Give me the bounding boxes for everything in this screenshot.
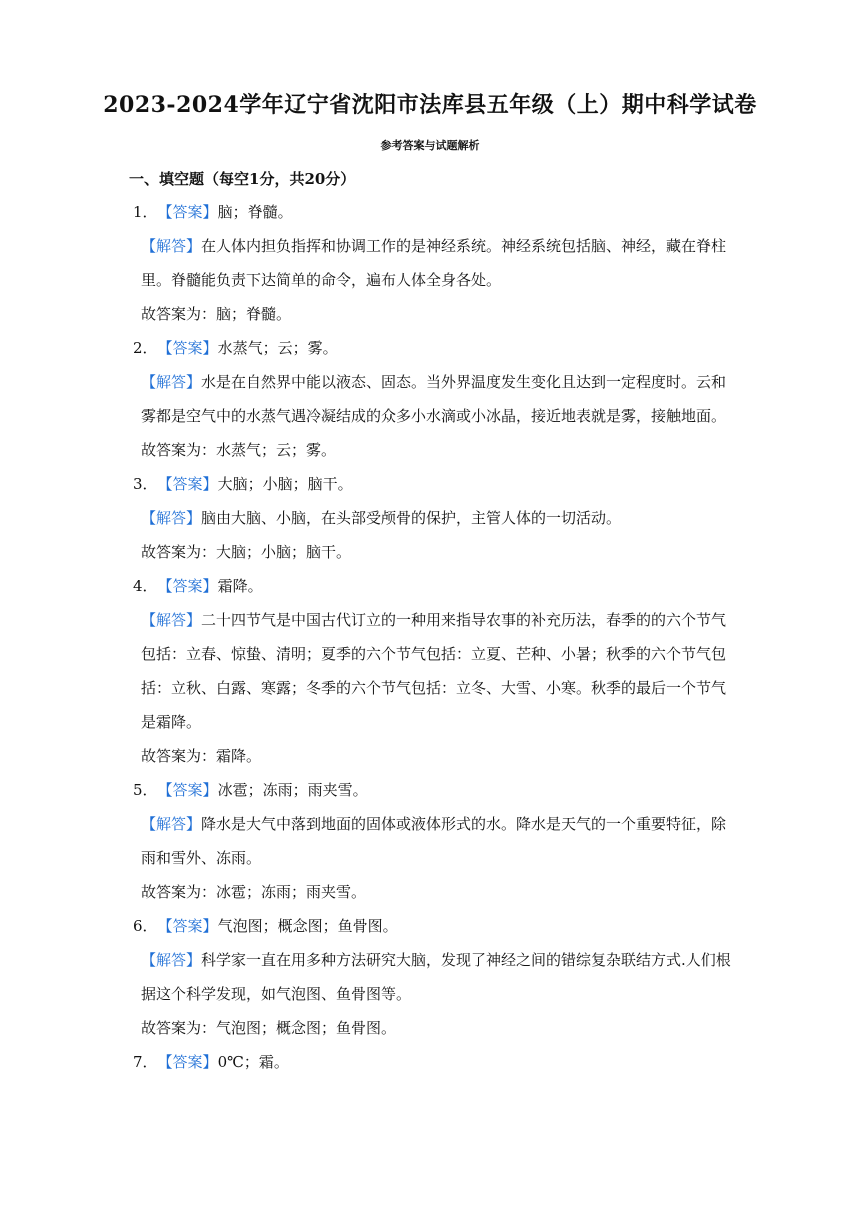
answer-line xyxy=(133,909,733,943)
final-answer: 故答案为：水蒸气；云；雾。 xyxy=(141,441,337,459)
explanation-text xyxy=(141,943,733,1011)
answer-tag: 【答案】 xyxy=(157,781,218,799)
answer-tag: 【答案】 xyxy=(157,577,218,595)
explain-tag: 【解答】 xyxy=(141,815,202,833)
question-item xyxy=(133,331,733,467)
explanation-body: 降水是大气中落到地面的固体或液体形式的水。降水是天气的一个重要特征，除雨和雪外、冻雨。 xyxy=(141,815,727,867)
answer-tag: 【答案】 xyxy=(157,203,218,221)
explanation-text xyxy=(141,501,733,535)
answer-tag: 【答案】 xyxy=(157,1053,218,1071)
question-item xyxy=(133,195,733,331)
answer-line xyxy=(133,773,733,807)
final-answer: 故答案为：霜降。 xyxy=(141,747,262,765)
question-item xyxy=(133,909,733,1045)
answer-tag: 【答案】 xyxy=(157,339,218,357)
explanation-body: 脑由大脑、小脑，在头部受颅骨的保护，主管人体的一切活动。 xyxy=(201,509,622,527)
explain-tag: 【解答】 xyxy=(141,509,202,527)
answer-line xyxy=(133,467,733,501)
explanation-body: 在人体内担负指挥和协调工作的是神经系统。神经系统包括脑、神经，藏在脊柱里。脊髓能负责下达简单的命令，遍布人体全身各处。 xyxy=(141,237,727,289)
explanation-body: 水是在自然界中能以液态、固态。当外界温度发生变化且达到一定程度时。云和雾都是空气中的水蒸气遇冷凝结成的众多小水滴或小冰晶，接近地表就是雾，接触地面。 xyxy=(141,373,727,425)
explain-tag: 【解答】 xyxy=(141,951,202,969)
explanation-body: 二十四节气是中国古代订立的一种用来指导农事的补充历法，春季的的六个节气包括：立春、惊蛰、清明；夏季的六个节气包括：立夏、芒种、小暑；秋季的六个节气包括：立秋、白露、寒露；冬季的六个节气包括：立冬、大雪、小寒。秋季的最后一个节气是霜降。 xyxy=(141,611,727,731)
answer-text: 水蒸气；云；雾。 xyxy=(217,339,338,357)
answer-line xyxy=(133,331,733,365)
answer-text: 脑；脊髓。 xyxy=(217,203,293,221)
question-item xyxy=(133,569,733,773)
answer-text: 大脑；小脑；脑干。 xyxy=(217,475,353,493)
question-item xyxy=(133,467,733,569)
explain-tag: 【解答】 xyxy=(141,611,202,629)
question-item xyxy=(133,1045,733,1079)
answer-line xyxy=(133,1045,733,1079)
answer-tag: 【答案】 xyxy=(157,475,218,493)
explain-tag: 【解答】 xyxy=(141,237,202,255)
page-subtitle: 参考答案与试题解析 xyxy=(380,139,480,152)
answer-text: 冰雹；冻雨；雨夹雪。 xyxy=(217,781,368,799)
page-title: 2023-2024学年辽宁省沈阳市法库县五年级（上）期中科学试卷 xyxy=(103,92,757,118)
question-number: 1． xyxy=(133,203,158,221)
answer-tag: 【答案】 xyxy=(157,917,218,935)
explanation-text xyxy=(141,807,733,875)
explanation-text xyxy=(141,229,733,297)
answer-text: 0℃；霜。 xyxy=(217,1053,289,1071)
final-answer: 故答案为：气泡图；概念图；鱼骨图。 xyxy=(141,1019,397,1037)
question-number: 7． xyxy=(133,1053,158,1071)
explain-tag: 【解答】 xyxy=(141,373,202,391)
answer-line xyxy=(133,569,733,603)
explanation-body: 科学家一直在用多种方法研究大脑，发现了神经之间的错综复杂联结方式.人们根据这个科学发现，如气泡图、鱼骨图等。 xyxy=(141,951,731,1003)
question-number: 4． xyxy=(133,577,158,595)
question-number: 5． xyxy=(133,781,158,799)
explanation-text xyxy=(141,603,733,739)
final-answer: 故答案为：脑；脊髓。 xyxy=(141,305,292,323)
answer-text: 霜降。 xyxy=(217,577,263,595)
question-number: 3． xyxy=(133,475,158,493)
final-answer: 故答案为：冰雹；冻雨；雨夹雪。 xyxy=(141,883,367,901)
final-answer: 故答案为：大脑；小脑；脑干。 xyxy=(141,543,352,561)
section-heading: 一、填空题（每空1分，共20分） xyxy=(129,170,356,188)
question-item xyxy=(133,773,733,909)
question-number: 6． xyxy=(133,917,158,935)
answer-line xyxy=(133,195,733,229)
question-number: 2． xyxy=(133,339,158,357)
explanation-text xyxy=(141,365,733,433)
answer-list xyxy=(133,195,733,1079)
answer-text: 气泡图；概念图；鱼骨图。 xyxy=(217,917,398,935)
